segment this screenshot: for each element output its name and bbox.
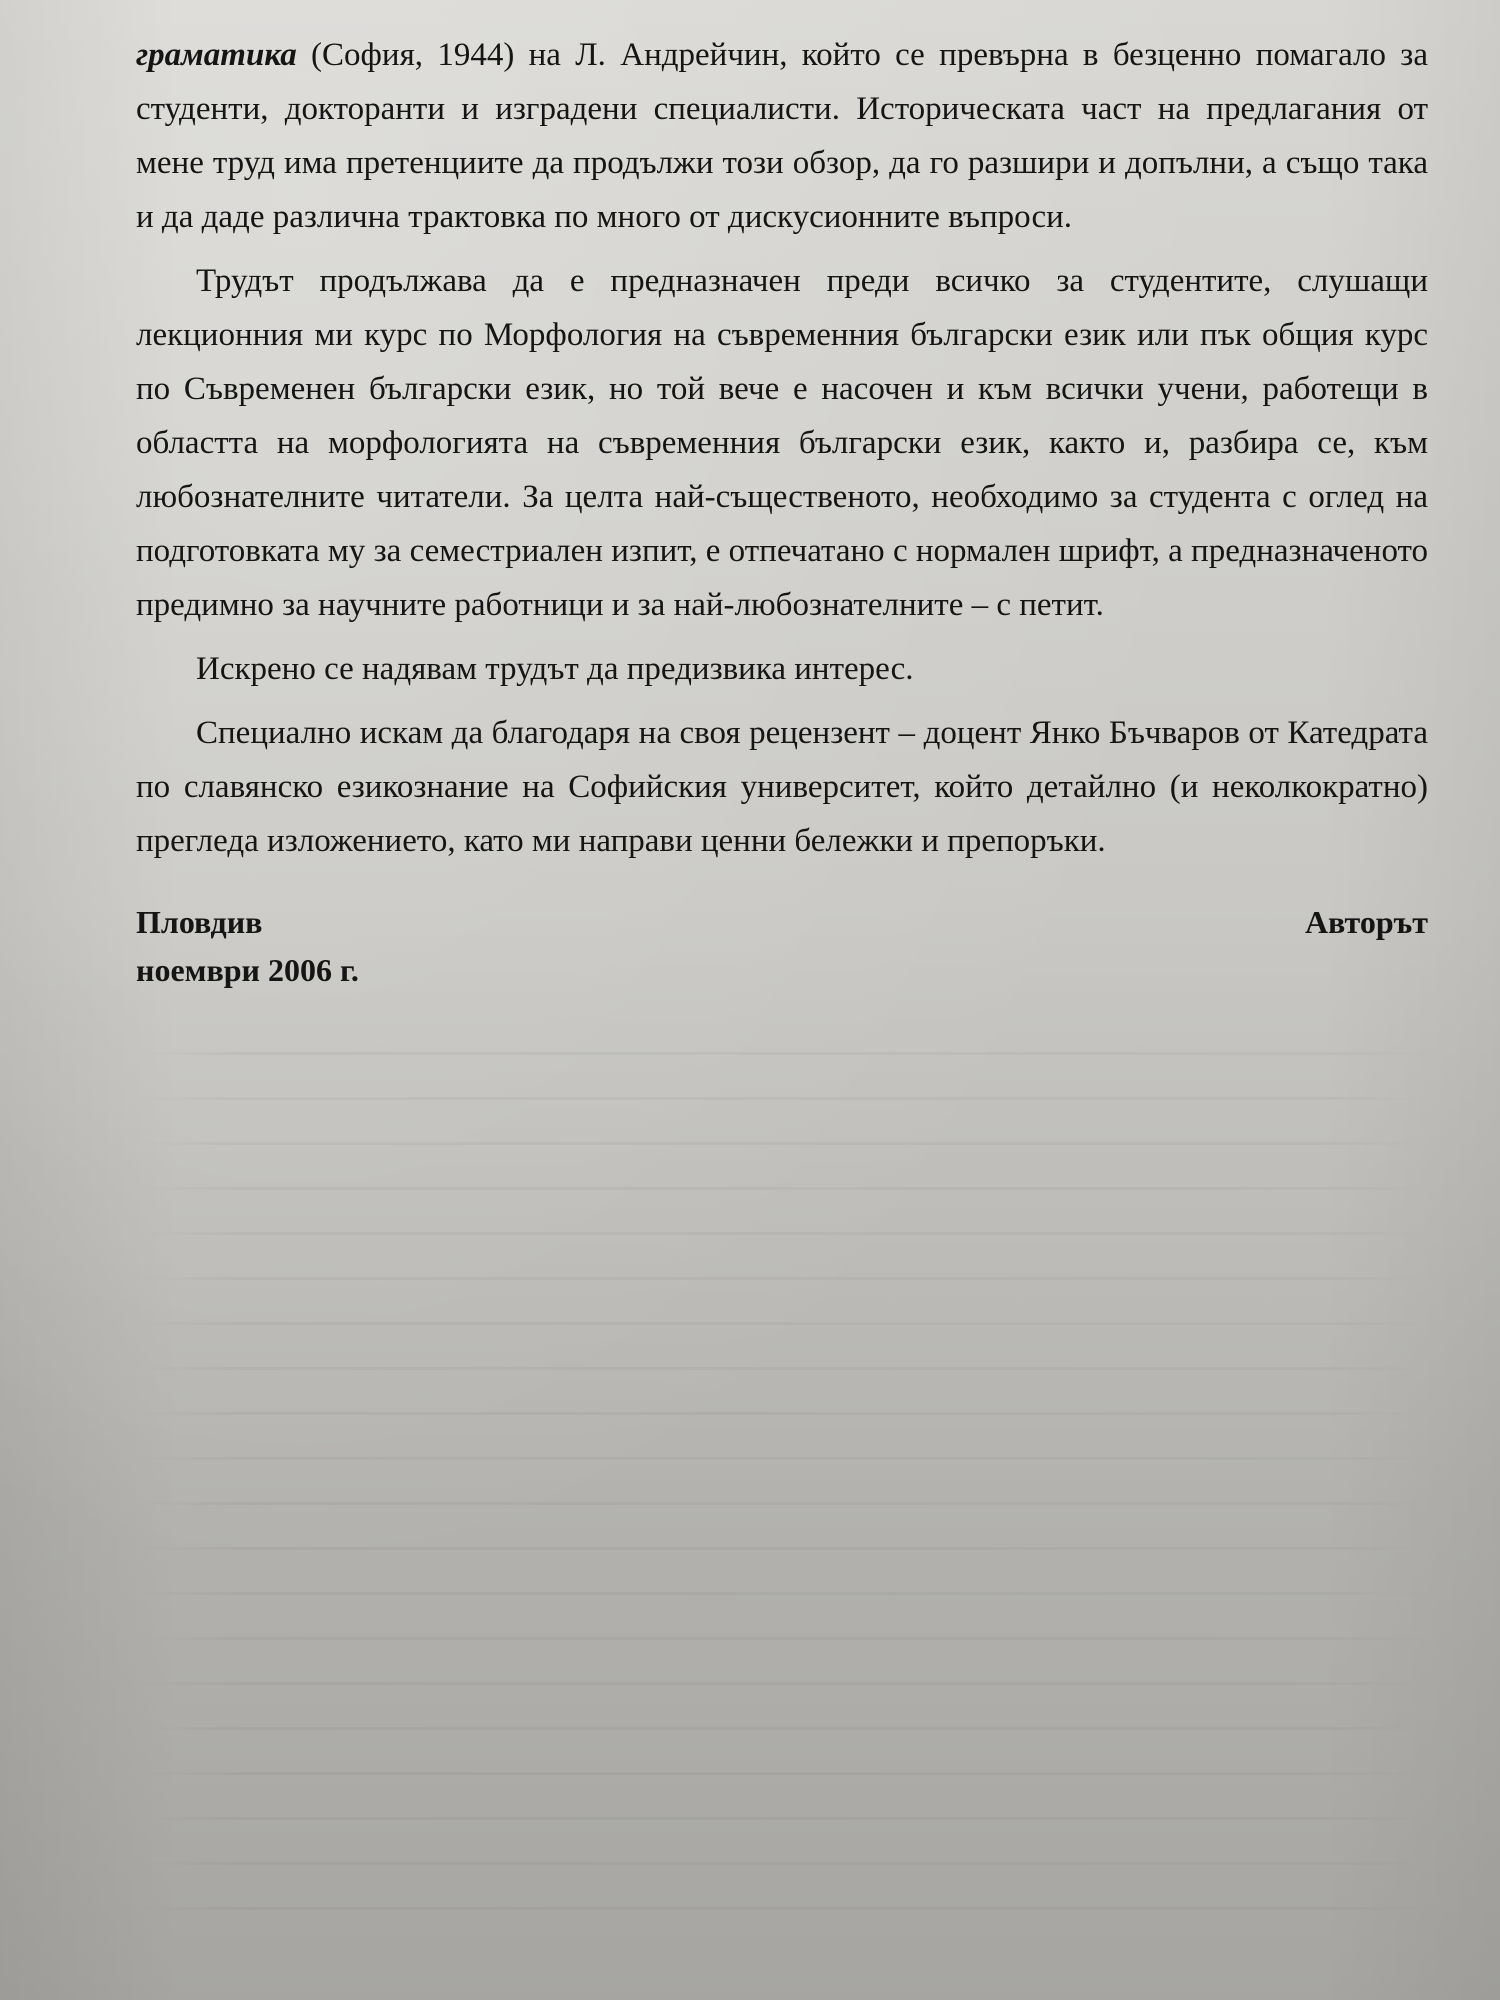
bleed-line (136, 1502, 1428, 1505)
signature-block (136, 898, 1428, 994)
bleed-line (136, 1727, 1428, 1730)
paragraph-3: Искрено се надявам трудът да предизвика интерес. (196, 651, 914, 687)
bleed-line (136, 1817, 1428, 1820)
bleed-line (136, 1367, 1428, 1370)
bleed-through-text (136, 1010, 1428, 1970)
bleed-line (136, 1412, 1428, 1415)
bleed-line (136, 1097, 1428, 1100)
preface-text (136, 28, 1428, 878)
paragraph-1 (136, 28, 1428, 244)
paragraph-1-text: (София, 1944) на Л. Андрейчин, който се превърна в безценно помагало за студенти, докторанти и изградени специалисти. Историческата част на предлагания от мене труд има претенциите да продължи този обзор, да го разшири и допълни, а също така и да даде различна трактовка по много от дискусионните въпроси. (136, 37, 1428, 235)
signature-author: Авторът (1304, 904, 1428, 940)
paragraph-1-emphasis: граматика (136, 37, 297, 73)
bleed-line (136, 1682, 1428, 1685)
bleed-line (136, 1052, 1428, 1055)
bleed-line (136, 1592, 1428, 1595)
bleed-line (136, 1772, 1428, 1775)
bleed-line (136, 1142, 1428, 1145)
signature-place: Пловдив (136, 904, 263, 940)
paragraph-2: Трудът продължава да е предназначен преди всичко за студентите, слушащи лекционния ми курс по Морфология на съвременния български език или пък общия курс по Съвременен български език, но той вече е насочен и към всички учени, работещи в областта на морфологията на съвременния български език, както и, разбира се, към любознателните читатели. За целта най-същественото, необходимо за студента с оглед на подготовката му за семестриален изпит, е отпечатано с нормален шрифт, а предназначеното предимно за научните работници и за най-любознателните – с петит. (136, 263, 1428, 623)
bleed-line (136, 1277, 1428, 1280)
bleed-line (136, 1547, 1428, 1550)
signature-row (136, 898, 1428, 946)
bleed-line (136, 1232, 1428, 1235)
paragraph-4: Специално искам да благодаря на своя рецензент – доцент Янко Бъчваров от Катедрата по славянско езикознание на Софийския университет, който детайлно (и неколкократно) прегледа изложението, като ми направи ценни бележки и препоръки. (136, 715, 1428, 859)
bleed-line (136, 1322, 1428, 1325)
bleed-line (136, 1457, 1428, 1460)
bleed-line (136, 1862, 1428, 1865)
bleed-line (136, 1637, 1428, 1640)
signature-date: ноември 2006 г. (136, 952, 359, 988)
bleed-line (136, 1187, 1428, 1190)
bleed-line (136, 1907, 1428, 1910)
